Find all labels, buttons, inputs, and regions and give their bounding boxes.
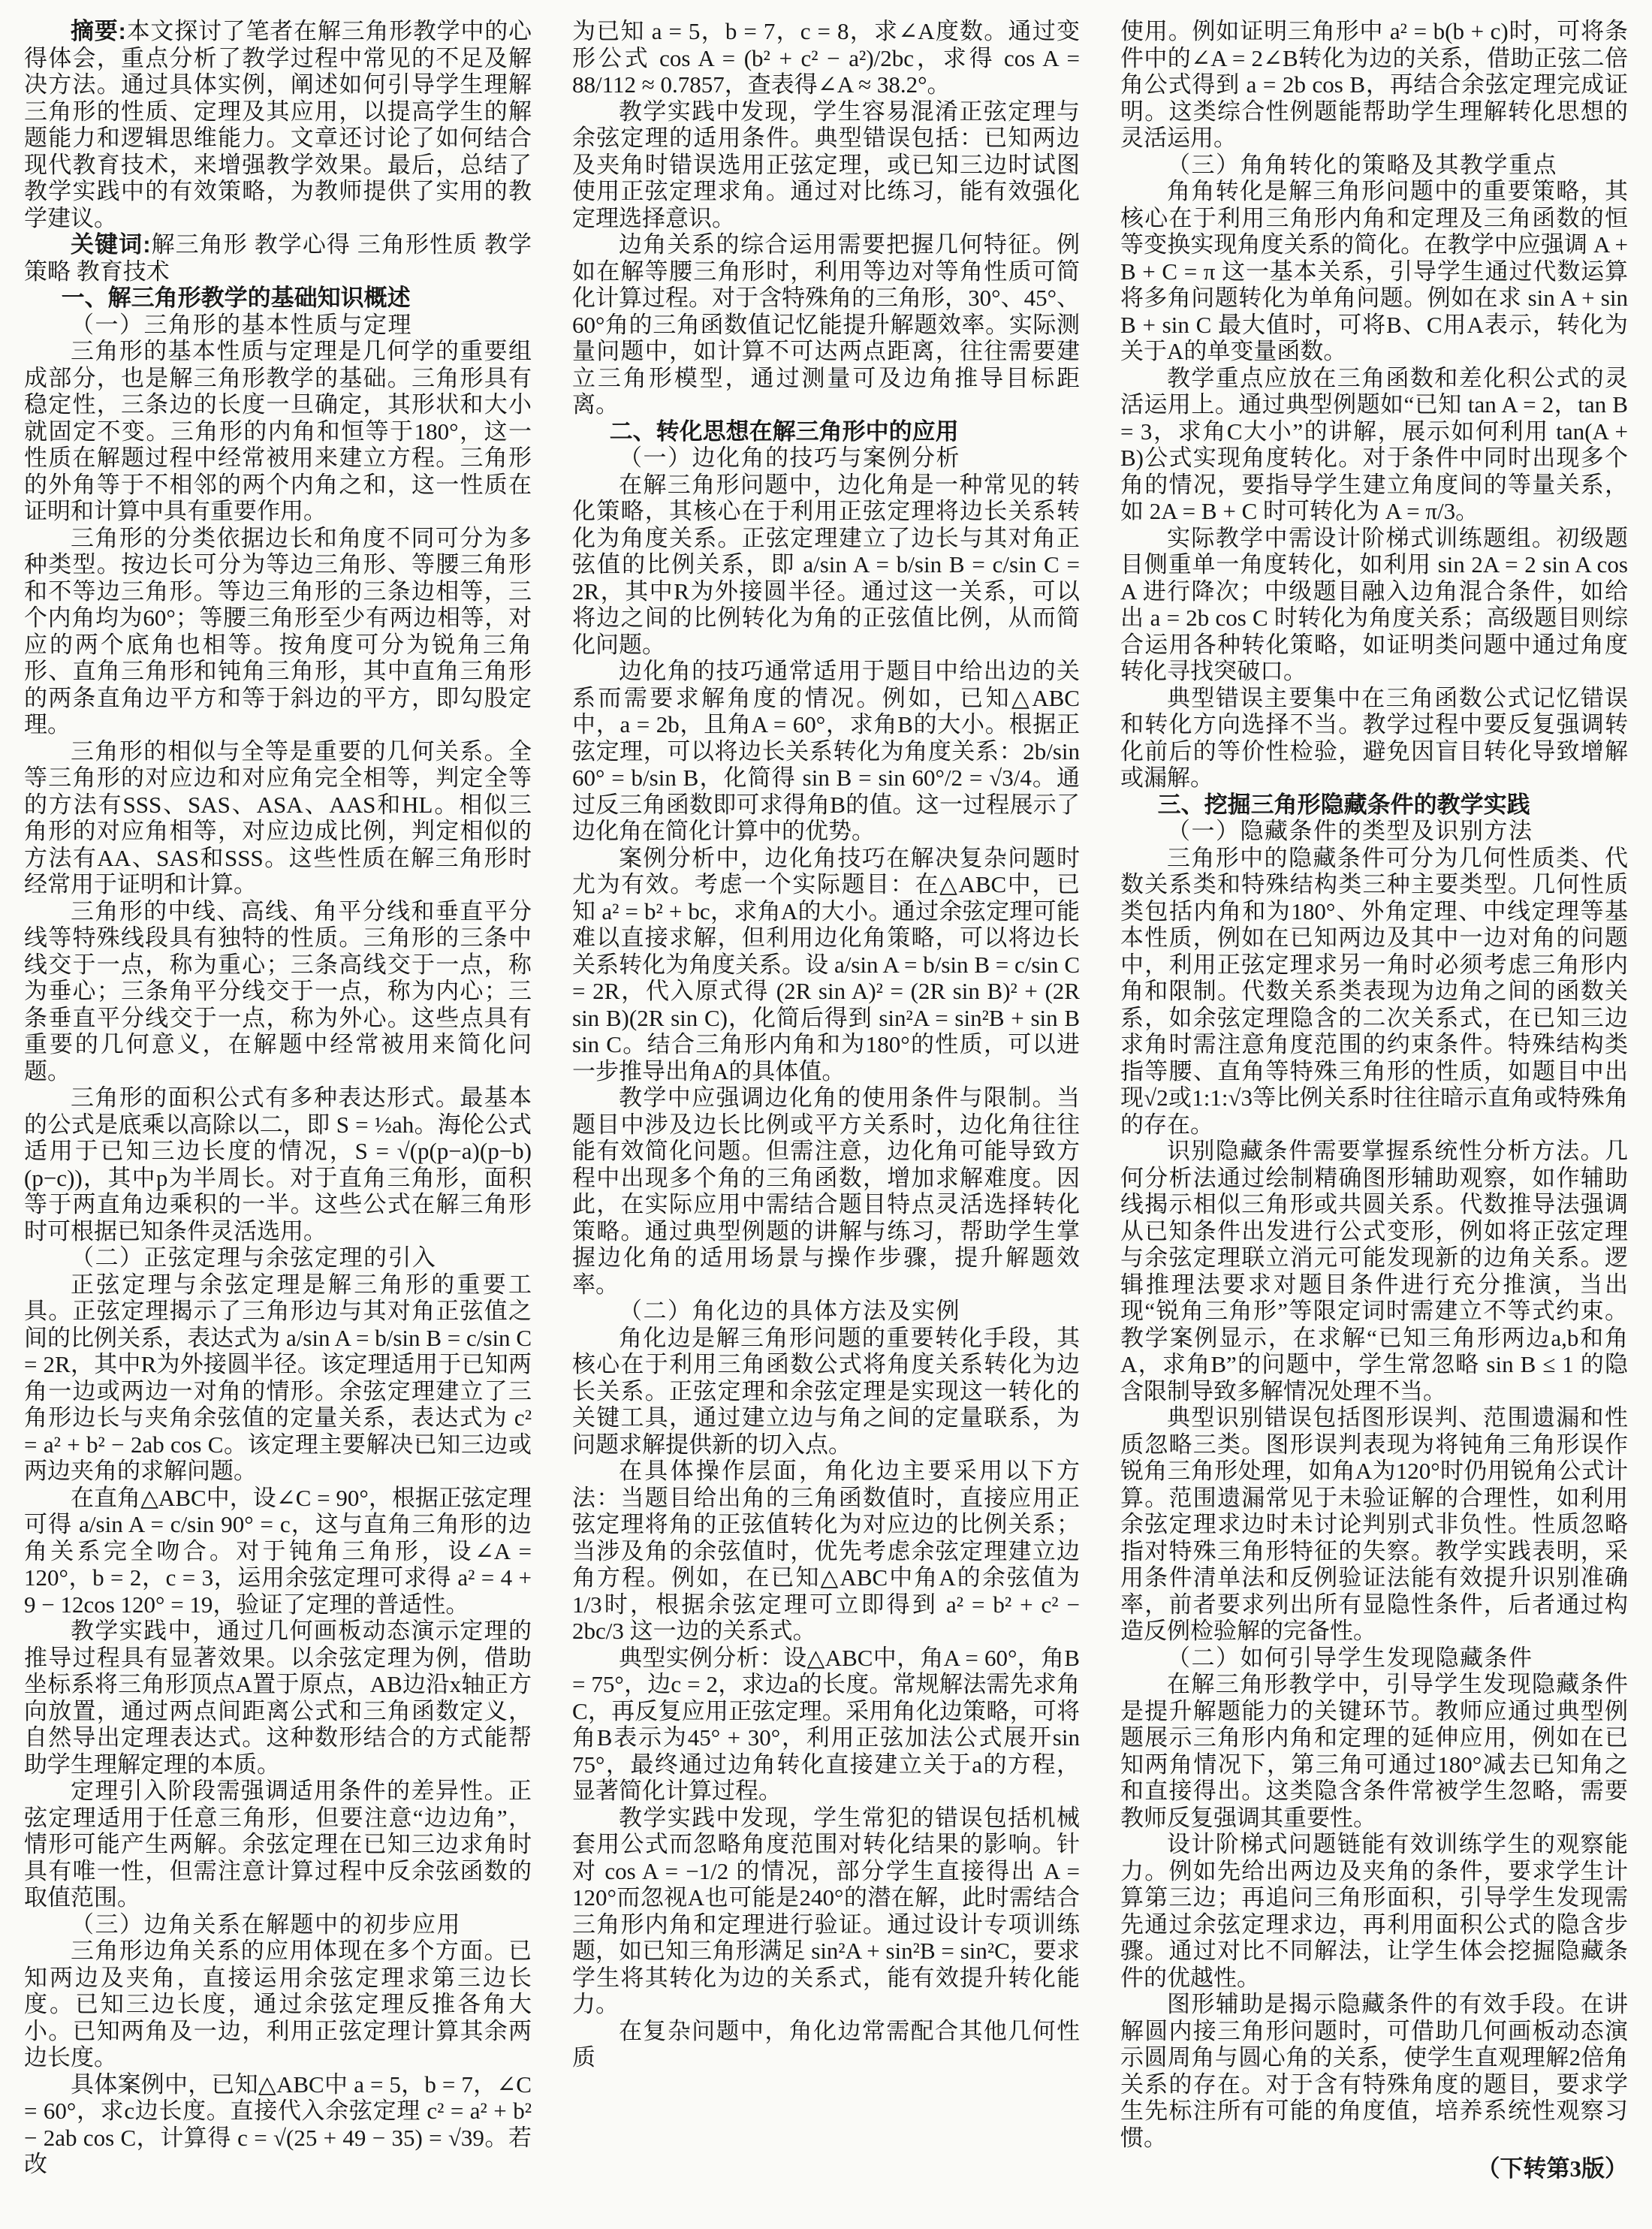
subsection-heading: （三）角角转化的策略及其教学重点	[1167, 151, 1557, 178]
paragraph: 为已知 a = 5，b = 7，c = 8，求∠A度数。通过变形公式 cos A = (b² + c² − a²)/2bc，求得 cos A = 88/112 ≈ 0.7857，查表得∠A ≈ 38.2°。	[572, 18, 1080, 98]
section-heading: 三、挖掘三角形隐藏条件的教学实践	[1157, 791, 1530, 818]
paragraph: 正弦定理与余弦定理是解三角形的重要工具。正弦定理揭示了三角形边与其对角正弦值之间的比例关系，表达式为 a/sin A = b/sin B = c/sin C = 2R，其中R为外接圆半径。该定理适用于已知两角一边或两边一对角的情形。余弦定理建立了三角形边长与夹角余弦值的定量关系，表达式为 c² = a² + b² − 2ab cos C。该定理主要解决已知三边或两边夹角的求解问题。	[24, 1271, 532, 1484]
paragraph: 典型识别错误包括图形误判、范围遗漏和性质忽略三类。图形误判表现为将钝角三角形误作锐角三角形处理，如角A为120°时仍用锐角公式计算。范围遗漏常见于未验证解的合理性，如利用余弦定理求边时未讨论判别式非负性。性质忽略指对特殊三角形特征的失察。教学实践表明，采用条件清单法和反例验证法能有效提升识别准确率，前者要求列出所有显隐性条件，后者通过构造反例检验解的完备性。	[1120, 1404, 1628, 1644]
paragraph: 教学实践中发现，学生容易混淆正弦定理与余弦定理的适用条件。典型错误包括：已知两边及夹角时错误选用正弦定理，或已知三边时试图使用正弦定理求角。通过对比练习，能有效强化定理选择意识。	[572, 98, 1080, 231]
subsection-heading: （二）正弦定理与余弦定理的引入	[71, 1244, 437, 1271]
paragraph: 三角形边角关系的应用体现在多个方面。已知两边及夹角，直接运用余弦定理求第三边长度。已知三边长度，通过余弦定理反推各角大小。已知两角及一边，利用正弦定理计算其余两边长度。	[24, 1938, 532, 2071]
paragraph: 在解三角形教学中，引导学生发现隐藏条件是提升解题能力的关键环节。教师应通过典型例题展示三角形内角和定理的延伸应用，例如在已知两角情况下，第三角可通过180°减去已知角之和直接得出。这类隐含条件常被学生忽略，需要教师反复强调其重要性。	[1120, 1671, 1628, 1831]
abstract-paragraph-label: 摘要:	[71, 18, 126, 44]
subsection-heading: （一）三角形的基本性质与定理	[71, 311, 412, 338]
subsection-heading: （二）角化边的具体方法及实例	[619, 1298, 960, 1324]
paragraph: 三角形的面积公式有多种表达形式。最基本的公式是底乘以高除以二，即 S = ½ah。海伦公式适用于已知三边长度的情况，S = √(p(p−a)(p−b)(p−c))，其中p为半周长。对于直角三角形，面积等于两直角边乘积的一半。这些公式在解三角形时可根据已知条件灵活选用。	[24, 1084, 532, 1244]
paragraph: 在解三角形问题中，边化角是一种常见的转化策略，其核心在于利用正弦定理将边长关系转化为角度关系。正弦定理建立了边长与其对角正弦值的比例关系，即 a/sin A = b/sin B = c/sin C = 2R，其中R为外接圆半径。通过这一关系，可以将边之间的比例转化为角的正弦值比例，从而简化问题。	[572, 471, 1080, 658]
paragraph: 角化边是解三角形问题的重要转化手段，其核心在于利用三角函数公式将角度关系转化为边长关系。正弦定理和余弦定理是实现这一转化的关键工具，通过建立边与角之间的定量联系，为问题求解提供新的切入点。	[572, 1324, 1080, 1458]
paragraph: 在直角△ABC中，设∠C = 90°，根据正弦定理可得 a/sin A = c/sin 90° = c，这与直角三角形的边角关系完全吻合。对于钝角三角形，设∠A = 120°，b = 2，c = 3，运用余弦定理可求得 a² = 4 + 9 − 12cos 120° = 19，验证了定理的普适性。	[24, 1484, 532, 1618]
paragraph: 角角转化是解三角形问题中的重要策略，其核心在于利用三角形内角和定理及三角函数的恒等变换实现角度关系的简化。在教学中应强调 A + B + C = π 这一基本关系，引导学生通过代数运算将多角问题转化为单角问题。例如在求 sin A + sin B + sin C 最大值时，可将B、C用A表示，转化为关于A的单变量函数。	[1120, 178, 1628, 364]
subsection-heading: （二）如何引导学生发现隐藏条件	[1167, 1644, 1533, 1671]
paragraph: 识别隐藏条件需要掌握系统性分析方法。几何分析法通过绘制精确图形辅助观察，如作辅助线揭示相似三角形或共圆关系。代数推导法强调从已知条件出发进行公式变形，例如将正弦定理与余弦定理联立消元可能发现新的边角关系。逻辑推理法要求对题目条件进行充分推演，当出现“锐角三角形”等限定词时需建立不等式约束。教学案例显示，在求解“已知三角形两边a,b和角A，求角B”的问题中，学生常忽略 sin B ≤ 1 的隐含限制导致多解情况处理不当。	[1120, 1138, 1628, 1404]
paragraph: 典型错误主要集中在三角函数公式记忆错误和转化方向选择不当。教学过程中要反复强调转化前后的等价性检验，避免因盲目转化导致增解或漏解。	[1120, 684, 1628, 791]
paragraph: 典型实例分析：设△ABC中，角A = 60°，角B = 75°，边c = 2，求边a的长度。常规解法需先求角C，再反复应用正弦定理。采用角化边策略，可将角B表示为45° + 30°，利用正弦加法公式展开sin 75°，最终通过边角转化直接建立关于a的方程，显著简化计算过程。	[572, 1644, 1080, 1804]
paragraph: 教学实践中，通过几何画板动态演示定理的推导过程具有显著效果。以余弦定理为例，借助坐标系将三角形顶点A置于原点，AB边沿x轴正方向放置，通过两点间距离公式和三角函数定义，自然导出定理表达式。这种数形结合的方式能帮助学生理解定理的本质。	[24, 1618, 532, 1778]
column-1	[24, 18, 532, 2208]
continuation-note: （下转第3版）	[1476, 2155, 1628, 2182]
paragraph: 三角形的分类依据边长和角度不同可分为多种类型。按边长可分为等边三角形、等腰三角形和不等边三角形。等边三角形的三条边相等，三个内角均为60°；等腰三角形至少有两边相等，对应的两个底角也相等。按角度可分为锐角三角形、直角三角形和钝角三角形，其中直角三角形的两条直角边平方和等于斜边的平方，即勾股定理。	[24, 524, 532, 737]
subsection-heading: （三）边角关系在解题中的初步应用	[71, 1911, 461, 1938]
paragraph: 定理引入阶段需强调适用条件的差异性。正弦定理适用于任意三角形，但要注意“边边角”，情形可能产生两解。余弦定理在已知三边求角时具有唯一性，但需注意计算过程中反余弦函数的取值范围。	[24, 1778, 532, 1911]
column-2	[572, 18, 1080, 2208]
paragraph: 三角形的基本性质与定理是几何学的重要组成部分，也是解三角形教学的基础。三角形具有稳定性，三条边的长度一旦确定，其形状和大小就固定不变。三角形的内角和恒等于180°，这一性质在解题过程中经常被用来建立方程。三角形的外角等于不相邻的两个内角之和，这一性质在证明和计算中具有重要作用。	[24, 338, 532, 524]
paragraph: 设计阶梯式问题链能有效训练学生的观察能力。例如先给出两边及夹角的条件，要求学生计算第三边；再追问三角形面积，引导学生发现需先通过余弦定理求边，再利用面积公式的隐含步骤。通过对比不同解法，让学生体会挖掘隐藏条件的优越性。	[1120, 1831, 1628, 1991]
section-heading: 二、转化思想在解三角形中的应用	[609, 418, 959, 445]
paragraph: 案例分析中，边化角技巧在解决复杂问题时尤为有效。考虑一个实际题目：在△ABC中，已知 a² = b² + bc，求角A的大小。通过余弦定理可能难以直接求解，但利用边化角策略，可以将边长关系转化为角度关系。设 a/sin A = b/sin B = c/sin C = 2R，代入原式得 (2R sin A)² = (2R sin B)² + (2R sin B)(2R sin C)，化简后得到 sin²A = sin²B + sin B sin C。结合三角形内角和为180°的性质，可以进一步推导出角A的具体值。	[572, 844, 1080, 1084]
column-3	[1120, 18, 1628, 2208]
paragraph: 边角关系的综合运用需要把握几何特征。例如在解等腰三角形时，利用等边对等角性质可简化计算过程。对于含特殊角的三角形，30°、45°、60°角的三角函数值记忆能提升解题效率。实际测量问题中，如计算不可达两点距离，往往需要建立三角形模型，通过测量可及边角推导目标距离。	[572, 231, 1080, 418]
abstract-paragraph: 摘要:本文探讨了笔者在解三角形教学中的心得体会，重点分析了教学过程中常见的不足及解决方法。通过具体实例，阐述如何引导学生理解三角形的性质、定理及其应用，以提高学生的解题能力和逻辑思维能力。文章还讨论了如何结合现代教育技术，来增强教学效果。最后，总结了教学实践中的有效策略，为教师提供了实用的教学建议。	[24, 18, 532, 231]
section-heading: 一、解三角形教学的基础知识概述	[61, 285, 411, 311]
paragraph: 在具体操作层面，角化边主要采用以下方法：当题目给出角的三角函数值时，直接应用正弦定理将角的正弦值转化为对应边的比例关系；当涉及角的余弦值时，优先考虑余弦定理建立边角方程。例如，在已知△ABC中角A的余弦值为1/3时，根据余弦定理可立即得到 a² = b² + c² − 2bc/3 这一边的关系式。	[572, 1458, 1080, 1644]
paragraph: 教学重点应放在三角函数和差化积公式的灵活运用上。通过典型例题如“已知 tan A = 2，tan B = 3，求角C大小”的讲解，展示如何利用 tan(A + B)公式实现角度转化。对于条件中同时出现多个角的情况，要指导学生建立角度间的等量关系，如 2A = B + C 时可转化为 A = π/3。	[1120, 364, 1628, 524]
paragraph: 具体案例中，已知△ABC中 a = 5，b = 7，∠C = 60°，求c边长度。直接代入余弦定理 c² = a² + b² − 2ab cos C，计算得 c = √(25 + 49 − 35) = √39。若改	[24, 2071, 532, 2177]
paragraph: 三角形中的隐藏条件可分为几何性质类、代数关系类和特殊结构类三种主要类型。几何性质类包括内角和为180°、外角定理、中线定理等基本性质，例如在已知两边及其中一边对角的问题中，利用正弦定理求另一角时必须考虑三角形内角和限制。代数关系类表现为边角之间的函数关系，如余弦定理隐含的二次关系式，在已知三边求角时需注意角度范围的约束条件。特殊结构类指等腰、直角等特殊三角形的性质，如题目中出现√2或1:1:√3等比例关系时往往暗示直角或特殊角的存在。	[1120, 844, 1628, 1138]
paragraph: 三角形的相似与全等是重要的几何关系。全等三角形的对应边和对应角完全相等，判定全等的方法有SSS、SAS、ASA、AAS和HL。相似三角形的对应角相等，对应边成比例，判定相似的方法有AA、SAS和SSS。这些性质在解三角形时经常用于证明和计算。	[24, 737, 532, 897]
subsection-heading: （一）隐藏条件的类型及识别方法	[1167, 818, 1533, 844]
paragraph: 教学中应强调边化角的使用条件与限制。当题目中涉及边长比例或平方关系时，边化角往往能有效简化问题。但需注意，边化角可能导致方程中出现多个角的三角函数，增加求解难度。因此，在实际应用中需结合题目特点灵活选择转化策略。通过典型例题的讲解与练习，帮助学生掌握边化角的适用场景与操作步骤，提升解题效率。	[572, 1084, 1080, 1298]
paragraph: 图形辅助是揭示隐藏条件的有效手段。在讲解圆内接三角形问题时，可借助几何画板动态演示圆周角与圆心角的关系，使学生直观理解2倍角关系的存在。对于含有特殊角度的题目，要求学生先标注所有可能的角度值，培养系统性观察习惯。	[1120, 1991, 1628, 2151]
subsection-heading: （一）边化角的技巧与案例分析	[619, 445, 960, 471]
paragraph: 实际教学中需设计阶梯式训练题组。初级题目侧重单一角度转化，如利用 sin 2A = 2 sin A cos A 进行降次；中级题目融入边角混合条件，如给出 a = 2b cos C 时转化为角度关系；高级题目则综合运用各种转化策略，如证明类问题中通过角度转化寻找突破口。	[1120, 524, 1628, 684]
paragraph: 教学实践中发现，学生常犯的错误包括机械套用公式而忽略角度范围对转化结果的影响。针对 cos A = −1/2 的情况，部分学生直接得出 A = 120°而忽视A也可能是240°的潜在解，此时需结合三角形内角和定理进行验证。通过设计专项训练题，如已知三角形满足 sin²A + sin²B = sin²C，要求学生将其转化为边的关系式，能有效提升转化能力。	[572, 1804, 1080, 2017]
paragraph: 在复杂问题中，角化边常需配合其他几何性质	[572, 2017, 1080, 2071]
paragraph: 边化角的技巧通常适用于题目中给出边的关系而需要求解角度的情况。例如，已知△ABC中，a = 2b，且角A = 60°，求角B的大小。根据正弦定理，可以将边长关系转化为角度关系：2b/sin 60° = b/sin B，化简得 sin B = sin 60°/2 = √3/4。通过反三角函数即可求得角B的值。这一过程展示了边化角在简化计算中的优势。	[572, 658, 1080, 844]
paragraph: 使用。例如证明三角形中 a² = b(b + c)时，可将条件中的∠A = 2∠B转化为边的关系，借助正弦二倍角公式得到 a = 2b cos B，再结合余弦定理完成证明。这类综合性例题能帮助学生理解转化思想的灵活运用。	[1120, 18, 1628, 151]
paragraph: 三角形的中线、高线、角平分线和垂直平分线等特殊线段具有独特的性质。三角形的三条中线交于一点，称为重心；三条高线交于一点，称为垂心；三条角平分线交于一点，称为内心；三条垂直平分线交于一点，称为外心。这些点具有重要的几何意义，在解题中经常被用来简化问题。	[24, 897, 532, 1084]
keywords-line-label: 关键词:	[71, 231, 151, 258]
keywords-line: 关键词:解三角形 教学心得 三角形性质 教学策略 教育技术	[24, 231, 532, 285]
